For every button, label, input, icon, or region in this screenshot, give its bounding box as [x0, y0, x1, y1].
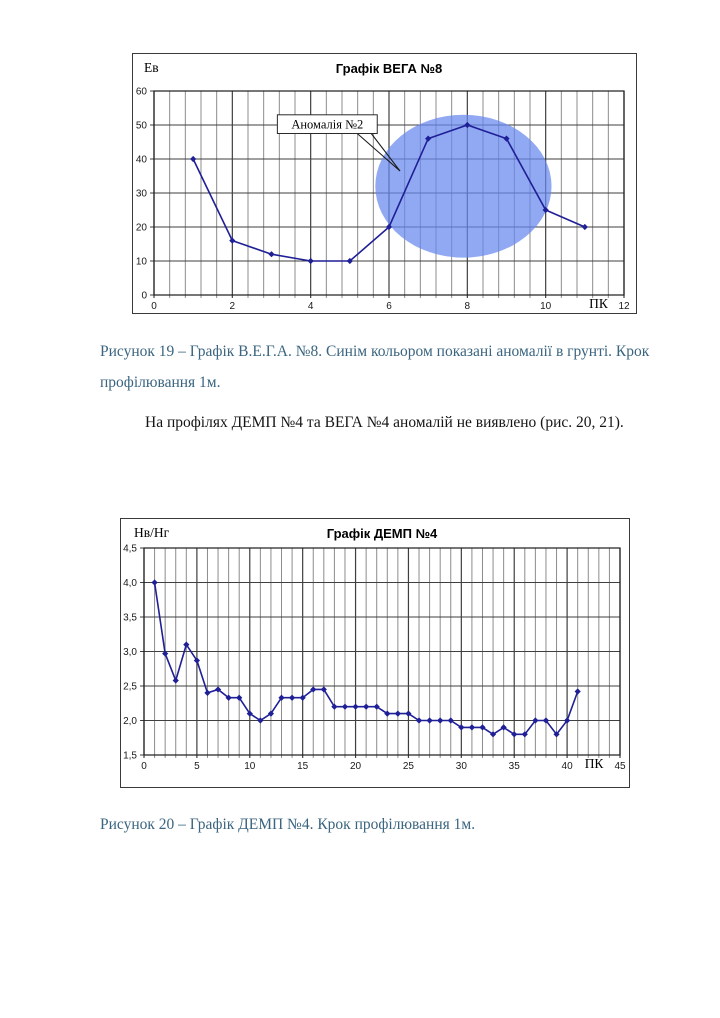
data-point-marker [582, 224, 588, 230]
y-axis-tick-label: 60 [135, 86, 147, 98]
data-point-marker [342, 704, 348, 710]
data-point-marker [268, 251, 274, 257]
data-point-marker [469, 724, 475, 730]
y-axis-tick-label: 3,5 [123, 612, 137, 624]
x-axis-tick-label: 10 [540, 301, 552, 312]
y-axis-tick-label: 4,5 [123, 543, 137, 555]
data-point-marker [395, 711, 401, 717]
anomaly-ellipse [375, 115, 551, 258]
x-axis-tick-label: 8 [464, 301, 471, 312]
data-point-marker [204, 690, 210, 696]
body-paragraph: На профілях ДЕМП №4 та ВЕГА №4 аномалій не виявлено (рис. 20, 21). [145, 414, 624, 431]
x-axis-tick-label: 20 [349, 761, 362, 772]
x-axis-tick-label: 5 [194, 761, 200, 772]
y-axis-tick-label: 2,0 [123, 716, 137, 727]
chart-plot-area [133, 54, 636, 313]
annotation-label: Аномалія №2 [291, 117, 364, 132]
data-point-marker [363, 704, 369, 710]
x-axis-tick-label: 40 [561, 761, 573, 772]
vega8-chart-title: Графік ВЕГА №8 [335, 61, 443, 76]
x-axis-tick-label: 0 [141, 761, 147, 772]
x-axis-tick-label: 25 [402, 761, 415, 772]
x-axis-tick-label: 6 [386, 301, 392, 312]
y-axis-tick-label: 4,0 [123, 578, 137, 589]
y-axis-tick-label: 3,0 [123, 647, 137, 658]
x-axis-unit-label: ПК [584, 756, 604, 771]
x-axis-tick-label: 15 [297, 761, 309, 772]
figure-20-caption: Рисунок 20 – Графік ДЕМП №4. Крок профілювання 1м. [100, 816, 476, 833]
data-point-marker [151, 579, 157, 585]
demp4-chart-title: Графік ДЕМП №4 [326, 526, 438, 541]
x-axis-tick-label: 30 [455, 761, 467, 772]
y-axis-tick-label: 2,5 [123, 681, 137, 693]
data-point-marker [308, 258, 314, 264]
x-axis-unit-label: ПК [589, 296, 608, 311]
y-axis-tick-label: 20 [135, 222, 147, 234]
data-point-marker [427, 717, 433, 723]
y-axis-tick-label: 10 [135, 256, 147, 268]
data-point-marker [352, 704, 358, 710]
data-point-marker [437, 717, 443, 723]
x-axis-tick-label: 12 [618, 301, 630, 312]
x-axis-tick-label: 10 [244, 761, 256, 772]
figure-19-caption: Рисунок 19 – Графік В.Е.Г.А. №8. Синім кольором показані аномалії в грунті. Крок профілювання 1м. [100, 343, 650, 391]
x-axis-tick-label: 4 [307, 301, 314, 312]
x-axis-tick-label: 45 [614, 761, 626, 772]
data-point-marker [173, 677, 179, 683]
data-point-marker [289, 695, 295, 701]
vega8-y-axis-unit: Ев [144, 60, 159, 75]
x-axis-tick-label: 35 [508, 761, 520, 772]
y-axis-tick-label: 50 [135, 120, 147, 132]
data-point-marker [190, 156, 196, 162]
y-axis-tick-label: 1,5 [123, 750, 137, 762]
vega8-chart [132, 53, 637, 314]
y-axis-tick-label: 30 [135, 188, 147, 200]
chart-plot-area [121, 519, 629, 787]
x-axis-tick-label: 0 [151, 301, 157, 312]
data-point-marker [575, 688, 581, 694]
data-point-marker [229, 238, 235, 244]
y-axis-tick-label: 0 [141, 290, 147, 302]
demp4-y-axis-unit: Нв/Нг [134, 525, 170, 540]
x-axis-tick-label: 2 [229, 301, 236, 312]
demp4-chart [120, 518, 630, 788]
y-axis-tick-label: 40 [135, 154, 147, 166]
